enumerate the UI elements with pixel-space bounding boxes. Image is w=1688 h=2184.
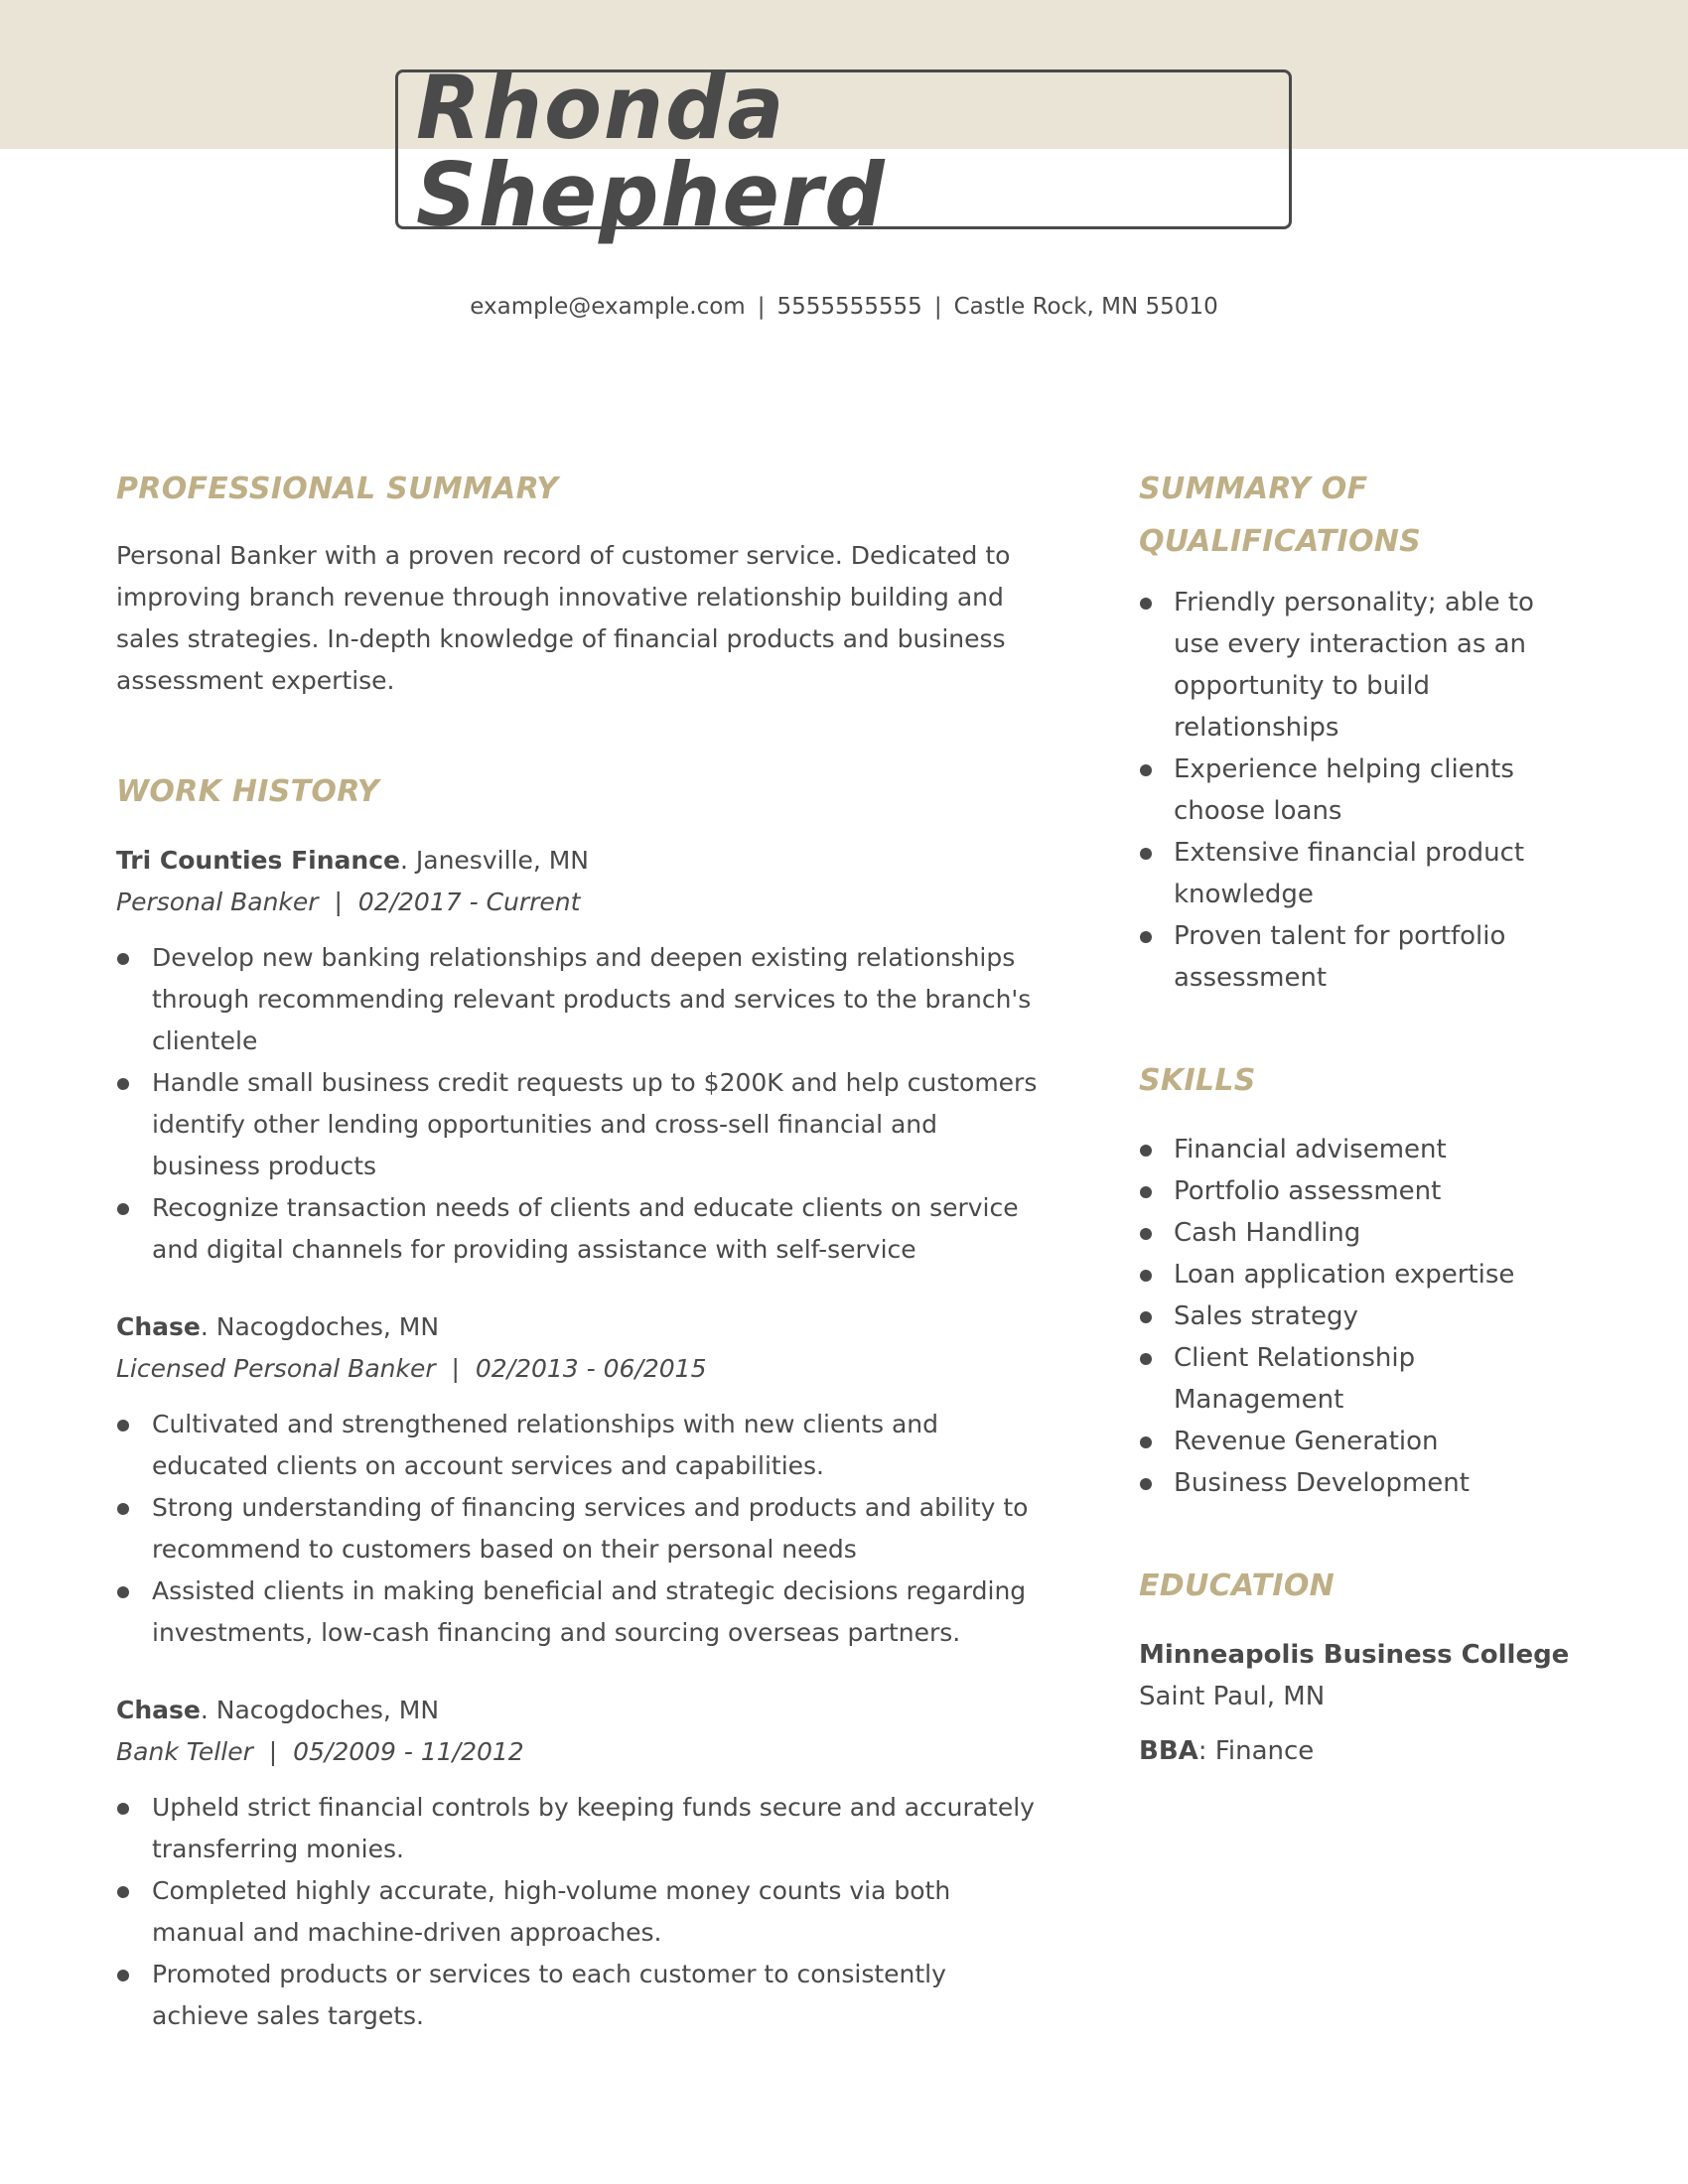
job-entry: [116, 1690, 1040, 2037]
job-title-line: [116, 882, 1040, 923]
company-separator: .: [200, 1312, 216, 1341]
bullet-icon: [1140, 1228, 1152, 1240]
degree: [1139, 1730, 1576, 1772]
bullet-text: Cultivated and strengthened relationships with new clients and educated clients on account services and capabilities.: [152, 1410, 939, 1480]
bullet-text: Completed highly accurate, high-volume money counts via both manual and machine-driven approaches.: [152, 1876, 951, 1947]
skill-item: [1139, 1212, 1576, 1254]
section-heading: EDUCATION: [1139, 1569, 1336, 1603]
bullet-text: Strong understanding of financing services and products and ability to recommend to customers based on their personal needs: [152, 1493, 1029, 1564]
bullet-text: Promoted products or services to each customer to consistently achieve sales targets.: [152, 1960, 946, 2030]
skills-section: [1139, 1054, 1576, 1504]
job-dates: 05/2009 - 11/2012: [293, 1737, 524, 1766]
bullet-icon: [1140, 1311, 1152, 1323]
section-heading: SKILLS: [1139, 1063, 1256, 1098]
skills-list: [1139, 1129, 1576, 1504]
job-bullet: [116, 1062, 1040, 1187]
job-list: [116, 840, 1040, 2037]
skill-item: [1139, 1421, 1576, 1462]
company-line: [116, 840, 1040, 882]
qualification-item: [1139, 749, 1576, 832]
bullet-text: Proven talent for portfolio assessment: [1174, 921, 1506, 993]
job-entry: [116, 1306, 1040, 1654]
degree-colon: :: [1197, 1736, 1215, 1766]
bullet-icon: [1140, 1478, 1152, 1490]
bullet-text: Assisted clients in making beneficial and strategic decisions regarding investments, low-cash financing and sourcing overseas partners.: [152, 1576, 1027, 1647]
company-location: Janesville, MN: [415, 846, 590, 875]
bullet-text: Client Relationship Management: [1174, 1343, 1416, 1415]
job-bullet: [116, 1404, 1040, 1487]
bullet-text: Experience helping clients choose loans: [1174, 754, 1514, 826]
school-location: Saint Paul, MN: [1139, 1682, 1326, 1711]
school-name: Minneapolis Business College: [1139, 1640, 1570, 1670]
education-section: [1139, 1560, 1576, 1772]
candidate-name: Rhonda Shepherd: [415, 56, 887, 246]
heading-line: SUMMARY OF: [1139, 472, 1368, 506]
job-bullet: [116, 1787, 1040, 1870]
job-title-line: [116, 1348, 1040, 1390]
company-name: Chase: [116, 1312, 201, 1341]
bullet-text: Develop new banking relationships and deepen existing relationships through recommending relevant products and services to the branch's clientele: [152, 943, 1032, 1055]
bullet-text: Handle small business credit requests up to $200K and help customers identify other lending opportunities and cross-sell financial and business products: [152, 1068, 1038, 1180]
right-column: [1139, 463, 1576, 1772]
bullet-icon: [1140, 1436, 1152, 1448]
section-heading: [1139, 463, 1576, 568]
job-title-line: [116, 1731, 1040, 1773]
skill-item: [1139, 1170, 1576, 1212]
contact-separator: |: [933, 294, 942, 320]
bullet-icon: [117, 1886, 129, 1898]
qualification-item: [1139, 915, 1576, 999]
company-line: [116, 1306, 1040, 1348]
title-separator: |: [318, 887, 358, 916]
summary-text: Personal Banker with a proven record of customer service. Dedicated to improving branch revenue through innovative relationship building and sales strategies. In-depth knowledge of financial products and business assessment expertise.: [116, 541, 1011, 695]
bullet-icon: [1140, 1145, 1152, 1157]
job-bullet: [116, 1187, 1040, 1271]
company-location: Nacogdoches, MN: [215, 1312, 440, 1341]
bullet-text: Portfolio assessment: [1174, 1176, 1442, 1206]
job-dates: 02/2013 - 06/2015: [475, 1354, 707, 1383]
company-name: Tri Counties Finance: [116, 846, 400, 875]
qualifications-list: [1139, 582, 1576, 999]
job-bullets: [116, 1404, 1040, 1654]
bullet-icon: [1140, 1270, 1152, 1282]
company-name: Chase: [116, 1696, 201, 1724]
job-bullet: [116, 1487, 1040, 1570]
title-separator: |: [435, 1354, 476, 1383]
job-bullets: [116, 937, 1040, 1271]
bullet-icon: [1140, 764, 1152, 776]
company-separator: .: [399, 846, 416, 875]
bullet-text: Sales strategy: [1174, 1301, 1358, 1331]
bullet-text: Revenue Generation: [1174, 1427, 1439, 1456]
skill-item: [1139, 1254, 1576, 1296]
work-history-section: [116, 765, 1040, 2037]
skill-item: [1139, 1462, 1576, 1504]
qualification-item: [1139, 582, 1576, 749]
left-column: [116, 463, 1040, 2037]
section-heading: PROFESSIONAL SUMMARY: [116, 472, 559, 506]
bullet-icon: [117, 1803, 129, 1815]
job-bullets: [116, 1787, 1040, 2037]
job-dates: 02/2017 - Current: [357, 887, 581, 916]
degree-field: Finance: [1214, 1736, 1315, 1766]
job-bullet: [116, 1870, 1040, 1954]
bullet-text: Loan application expertise: [1174, 1260, 1515, 1290]
job-bullet: [116, 1954, 1040, 2037]
degree-label: BBA: [1139, 1736, 1198, 1766]
section-heading: WORK HISTORY: [116, 774, 379, 809]
job-entry: [116, 840, 1040, 1271]
job-title: Personal Banker: [116, 887, 319, 916]
job-bullet: [116, 937, 1040, 1062]
qualification-item: [1139, 832, 1576, 915]
bullet-text: Friendly personality; able to use every interaction as an opportunity to build relationships: [1174, 588, 1534, 743]
contact-line: [0, 294, 1688, 320]
job-bullet: [116, 1570, 1040, 1654]
bullet-text: Upheld strict financial controls by keeping funds secure and accurately transferring monies.: [152, 1793, 1035, 1863]
bullet-text: Extensive financial product knowledge: [1174, 838, 1525, 909]
bullet-icon: [117, 953, 129, 965]
bullet-text: Financial advisement: [1174, 1135, 1447, 1164]
company-location: Nacogdoches, MN: [215, 1696, 440, 1724]
bullet-text: Business Development: [1174, 1468, 1470, 1498]
bullet-text: Recognize transaction needs of clients and educate clients on service and digital channels for providing assistance with self-service: [152, 1193, 1019, 1264]
skill-item: [1139, 1337, 1576, 1421]
company-separator: .: [200, 1696, 216, 1724]
skill-item: [1139, 1129, 1576, 1170]
qualifications-section: [1139, 463, 1576, 999]
contact-location: Castle Rock, MN 55010: [953, 294, 1218, 320]
bullet-icon: [117, 1970, 129, 1981]
bullet-text: Cash Handling: [1174, 1218, 1361, 1248]
bullet-icon: [117, 1420, 129, 1432]
bullet-icon: [1140, 931, 1152, 943]
bullet-icon: [1140, 1353, 1152, 1365]
title-separator: |: [252, 1737, 294, 1766]
bullet-icon: [117, 1503, 129, 1515]
contact-phone: 5555555555: [776, 294, 922, 320]
bullet-icon: [1140, 598, 1152, 610]
heading-line: QUALIFICATIONS: [1139, 524, 1422, 559]
bullet-icon: [1140, 848, 1152, 860]
contact-separator: |: [757, 294, 766, 320]
bullet-icon: [117, 1203, 129, 1215]
name-box: [395, 56, 1292, 246]
contact-email: example@example.com: [470, 294, 746, 320]
bullet-icon: [117, 1078, 129, 1090]
bullet-icon: [1140, 1186, 1152, 1198]
professional-summary-section: [116, 463, 1040, 702]
job-title: Licensed Personal Banker: [116, 1354, 436, 1383]
job-title: Bank Teller: [116, 1737, 253, 1766]
bullet-icon: [117, 1586, 129, 1598]
skill-item: [1139, 1296, 1576, 1337]
company-line: [116, 1690, 1040, 1731]
